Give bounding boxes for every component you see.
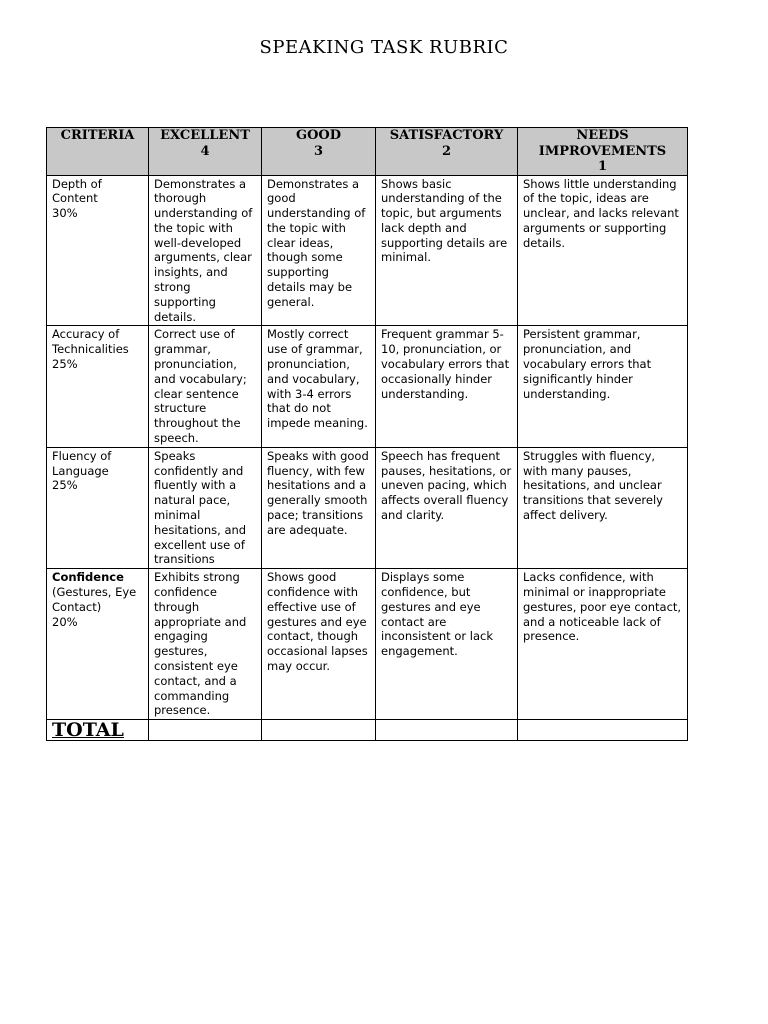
descriptor-cell: Shows good confidence with effective use of gestures and eye contact, though occasional lapses may occur. bbox=[262, 569, 376, 720]
header-label: SATISFACTORY bbox=[389, 128, 504, 143]
header-score: 1 bbox=[597, 159, 608, 174]
header-label: GOOD bbox=[295, 128, 342, 143]
total-cell[interactable] bbox=[149, 720, 262, 741]
criteria-weight: 25% bbox=[52, 478, 78, 493]
header-score: 3 bbox=[313, 143, 324, 159]
descriptor-cell: Lacks confidence, with minimal or inappropriate gestures, poor eye contact, and a noticeable lack of presence. bbox=[518, 569, 688, 720]
header-score: 4 bbox=[200, 143, 210, 159]
table-row bbox=[47, 175, 688, 326]
total-row bbox=[47, 720, 688, 741]
total-label: TOTAL bbox=[52, 719, 124, 742]
criteria-weight: 25% bbox=[52, 357, 78, 372]
criteria-name: Accuracy of Technicalities bbox=[52, 327, 129, 357]
descriptor-cell: Correct use of grammar, pronunciation, and vocabulary; clear sentence structure throughout the speech. bbox=[149, 326, 262, 447]
descriptor-cell: Persistent grammar, pronunciation, and vocabulary errors that significantly hinder understanding. bbox=[518, 326, 688, 447]
header-needs-improvements bbox=[518, 128, 688, 176]
header-satisfactory bbox=[376, 128, 518, 176]
header-excellent bbox=[149, 128, 262, 176]
table-row bbox=[47, 569, 688, 720]
header-label: NEEDS IMPROVEMENTS bbox=[538, 128, 667, 159]
table-row bbox=[47, 447, 688, 568]
criteria-name: Depth of Content bbox=[52, 176, 102, 206]
total-cell[interactable] bbox=[518, 720, 688, 741]
criteria-weight: 20% bbox=[52, 614, 78, 629]
descriptor-cell: Speaks with good fluency, with few hesitations and a generally smooth pace; transitions are adequate. bbox=[262, 447, 376, 568]
descriptor-cell: Mostly correct use of grammar, pronunciation, and vocabulary, with 3-4 errors that do not impede meaning. bbox=[262, 326, 376, 447]
criteria-name: Confidence bbox=[52, 570, 124, 585]
criteria-cell bbox=[47, 569, 149, 720]
descriptor-cell: Displays some confidence, but gestures and eye contact are inconsistent or lack engagement. bbox=[376, 569, 518, 720]
header-good bbox=[262, 128, 376, 176]
total-label-cell bbox=[47, 720, 149, 741]
criteria-cell bbox=[47, 326, 149, 447]
descriptor-cell: Demonstrates a good understanding of the topic with clear ideas, though some supporting details may be general. bbox=[262, 175, 376, 326]
descriptor-cell: Struggles with fluency, with many pauses, hesitations, and unclear transitions that severely affect delivery. bbox=[518, 447, 688, 568]
criteria-name: Fluency of Language bbox=[52, 448, 112, 478]
rubric-table bbox=[46, 127, 688, 741]
header-label: CRITERIA bbox=[60, 128, 135, 143]
descriptor-cell: Speech has frequent pauses, hesitations, or uneven pacing, which affects overall fluency and clarity. bbox=[376, 447, 518, 568]
descriptor-cell: Exhibits strong confidence through appropriate and engaging gestures, consistent eye contact, and a commanding presence. bbox=[149, 569, 262, 720]
header-row bbox=[47, 128, 688, 176]
criteria-weight: 30% bbox=[52, 206, 78, 221]
header-score: 2 bbox=[441, 143, 452, 159]
descriptor-cell: Demonstrates a thorough understanding of the topic with well-developed arguments, clear insights, and strong supporting details. bbox=[149, 175, 262, 326]
total-cell[interactable] bbox=[376, 720, 518, 741]
descriptor-cell: Frequent grammar 5-10, pronunciation, or vocabulary errors that occasionally hinder understanding. bbox=[376, 326, 518, 447]
page-title: SPEAKING TASK RUBRIC bbox=[259, 37, 509, 58]
header-label: EXCELLENT bbox=[160, 128, 250, 143]
total-cell[interactable] bbox=[262, 720, 376, 741]
criteria-cell bbox=[47, 175, 149, 326]
header-criteria bbox=[47, 128, 149, 176]
criteria-cell bbox=[47, 447, 149, 568]
criteria-subtitle: (Gestures, Eye Contact) bbox=[52, 585, 137, 614]
descriptor-cell: Speaks confidently and fluently with a natural pace, minimal hesitations, and excellent use of transitions bbox=[149, 447, 262, 568]
table-row bbox=[47, 326, 688, 447]
descriptor-cell: Shows little understanding of the topic, ideas are unclear, and lacks relevant arguments or supporting details. bbox=[518, 175, 688, 326]
descriptor-cell: Shows basic understanding of the topic, but arguments lack depth and supporting details are minimal. bbox=[376, 175, 518, 326]
